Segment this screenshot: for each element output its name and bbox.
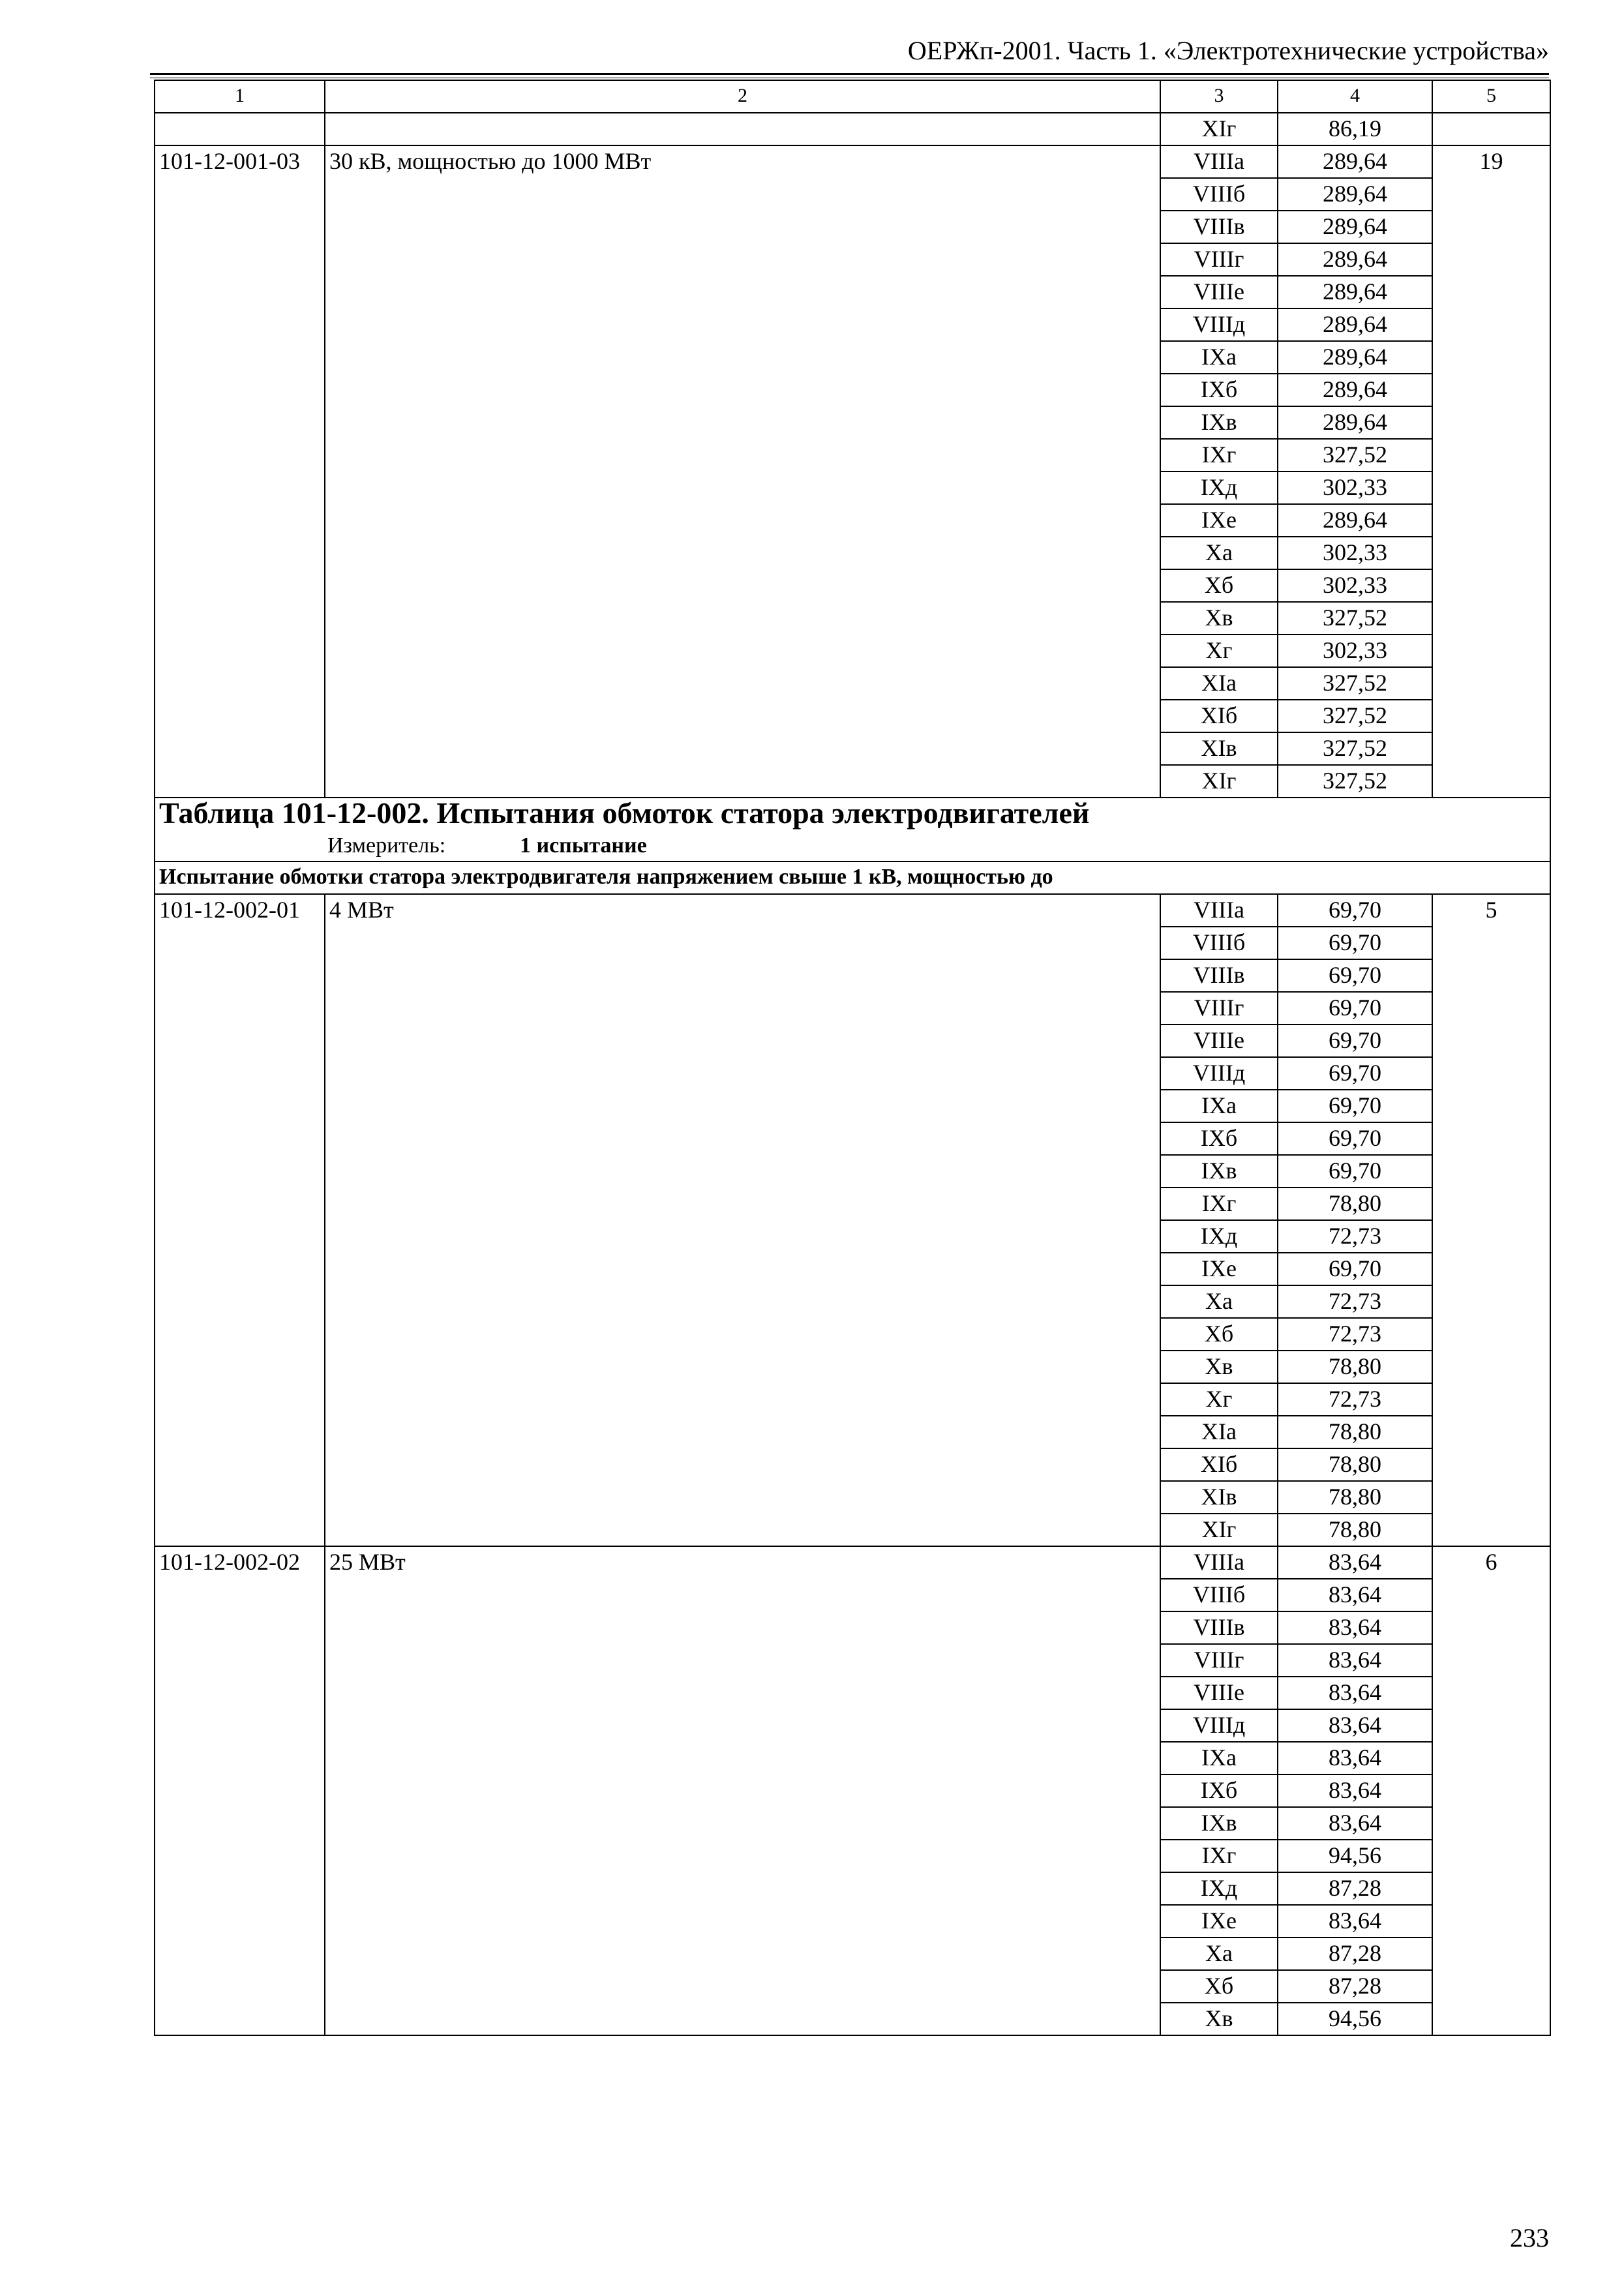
qty-cell: 6 [1432,1546,1550,2035]
region-cell: IXг [1160,1840,1278,1872]
price-cell: 327,52 [1278,667,1432,700]
price-cell: 78,80 [1278,1351,1432,1383]
region-cell: Xa [1160,537,1278,569]
region-cell: XIб [1160,700,1278,732]
price-cell: 289,64 [1278,406,1432,439]
price-cell: 94,56 [1278,2003,1432,2035]
price-cell: 83,64 [1278,1905,1432,1937]
region-cell: Xб [1160,1318,1278,1351]
price-cell: 302,33 [1278,537,1432,569]
price-cell: 83,64 [1278,1677,1432,1709]
region-cell: Xв [1160,1351,1278,1383]
region-cell: IXб [1160,1774,1278,1807]
price-cell: 327,52 [1278,439,1432,471]
region-cell: VIIIв [1160,211,1278,243]
column-number: 3 [1160,80,1278,113]
price-cell: 94,56 [1278,1840,1432,1872]
price-cell: 83,64 [1278,1709,1432,1742]
price-cell: 83,64 [1278,1579,1432,1611]
price-cell: 86,19 [1278,113,1432,145]
description-cell: 30 кВ, мощностью до 1000 МВт [325,145,1160,798]
region-cell: XIa [1160,1416,1278,1448]
price-cell: 78,80 [1278,1481,1432,1514]
region-cell: VIIIб [1160,178,1278,211]
price-cell: 327,52 [1278,765,1432,798]
region-cell: IXв [1160,1807,1278,1840]
code-cell: 101-12-001-03 [155,145,325,798]
price-cell: 302,33 [1278,569,1432,602]
column-number: 4 [1278,80,1432,113]
region-cell: VIIIe [1160,276,1278,308]
description-cell: 4 МВт [325,894,1160,1546]
measure-line [159,831,1546,861]
measure-label: Измеритель: [327,833,446,858]
code-cell [155,113,325,145]
table-row [155,1546,1550,1579]
table-section-title: Таблица 101-12-002. Испытания обмоток статора электродвигателей [159,798,1090,830]
region-cell: Xв [1160,2003,1278,2035]
region-cell: XIг [1160,1514,1278,1546]
price-cell: 69,70 [1278,959,1432,992]
price-cell: 289,64 [1278,341,1432,374]
qty-cell: 5 [1432,894,1550,1546]
region-cell: IXe [1160,1905,1278,1937]
page-header-title: ОЕРЖп-2001. Часть 1. «Электротехнические устройства» [907,36,1549,65]
column-number-row [155,80,1550,113]
region-cell: Xв [1160,602,1278,635]
measure-value: 1 испытание [520,833,647,858]
price-cell: 327,52 [1278,732,1432,765]
page-number: 233 [1510,2223,1549,2252]
header-rule [150,73,1549,75]
table-section-header [155,798,1550,861]
region-cell: VIIIг [1160,1644,1278,1677]
region-cell: Xб [1160,569,1278,602]
price-cell: 83,64 [1278,1807,1432,1840]
price-cell: 87,28 [1278,1872,1432,1905]
price-cell: 72,73 [1278,1383,1432,1416]
price-cell: 69,70 [1278,894,1432,927]
price-cell: 78,80 [1278,1416,1432,1448]
price-cell: 289,64 [1278,308,1432,341]
qty-cell: 19 [1432,145,1550,798]
region-cell: Xa [1160,1937,1278,1970]
price-cell: 302,33 [1278,471,1432,504]
price-cell: 72,73 [1278,1220,1432,1253]
region-cell: Xг [1160,635,1278,667]
price-cell: 83,64 [1278,1774,1432,1807]
description-cell [325,113,1160,145]
carry-over-row [155,113,1550,145]
price-cell: 69,70 [1278,1122,1432,1155]
region-cell: Xг [1160,1383,1278,1416]
price-cell: 69,70 [1278,1057,1432,1090]
code-cell: 101-12-002-01 [155,894,325,1546]
price-cell: 83,64 [1278,1644,1432,1677]
table-row [155,894,1550,927]
region-cell: XIб [1160,1448,1278,1481]
region-cell: VIIIв [1160,959,1278,992]
region-cell: IXд [1160,471,1278,504]
table-row [155,145,1550,178]
region-cell: IXв [1160,406,1278,439]
region-cell: XIв [1160,732,1278,765]
region-cell: VIIIa [1160,894,1278,927]
price-cell: 69,70 [1278,927,1432,959]
region-cell: VIIIг [1160,992,1278,1025]
column-number: 1 [155,80,325,113]
region-cell: XIв [1160,1481,1278,1514]
rates-table [154,80,1551,2036]
column-number: 2 [325,80,1160,113]
price-cell: 69,70 [1278,1253,1432,1285]
region-cell: IXг [1160,439,1278,471]
region-cell: XIa [1160,667,1278,700]
column-number: 5 [1432,80,1550,113]
region-cell: IXд [1160,1220,1278,1253]
price-cell: 78,80 [1278,1514,1432,1546]
region-cell: IXa [1160,341,1278,374]
region-cell: XIг [1160,113,1278,145]
price-cell: 289,64 [1278,276,1432,308]
region-cell: XIг [1160,765,1278,798]
region-cell: IXг [1160,1188,1278,1220]
region-cell: IXв [1160,1155,1278,1188]
qty-cell [1432,113,1550,145]
description-cell: 25 МВт [325,1546,1160,2035]
region-cell: IXб [1160,374,1278,406]
region-cell: VIIIд [1160,1709,1278,1742]
price-cell: 83,64 [1278,1742,1432,1774]
price-cell: 78,80 [1278,1188,1432,1220]
region-cell: IXa [1160,1742,1278,1774]
table-subheading-row [155,861,1550,894]
price-cell: 78,80 [1278,1448,1432,1481]
region-cell: IXe [1160,1253,1278,1285]
region-cell: IXб [1160,1122,1278,1155]
price-cell: 289,64 [1278,374,1432,406]
price-cell: 87,28 [1278,1970,1432,2003]
region-cell: Xa [1160,1285,1278,1318]
region-cell: IXд [1160,1872,1278,1905]
price-cell: 83,64 [1278,1546,1432,1579]
price-cell: 87,28 [1278,1937,1432,1970]
price-cell: 69,70 [1278,1155,1432,1188]
region-cell: IXa [1160,1090,1278,1122]
region-cell: VIIIa [1160,1546,1278,1579]
code-cell: 101-12-002-02 [155,1546,325,2035]
region-cell: VIIIe [1160,1677,1278,1709]
region-cell: VIIIб [1160,927,1278,959]
price-cell: 83,64 [1278,1611,1432,1644]
price-cell: 289,64 [1278,211,1432,243]
price-cell: 69,70 [1278,992,1432,1025]
price-cell: 69,70 [1278,1090,1432,1122]
price-cell: 327,52 [1278,700,1432,732]
region-cell: IXe [1160,504,1278,537]
price-cell: 289,64 [1278,243,1432,276]
price-cell: 69,70 [1278,1025,1432,1057]
price-cell: 289,64 [1278,504,1432,537]
table-section-cell [155,798,1550,861]
price-cell: 72,73 [1278,1318,1432,1351]
price-cell: 72,73 [1278,1285,1432,1318]
region-cell: VIIIe [1160,1025,1278,1057]
price-cell: 302,33 [1278,635,1432,667]
price-cell: 289,64 [1278,178,1432,211]
region-cell: VIIIв [1160,1611,1278,1644]
region-cell: VIIIг [1160,243,1278,276]
region-cell: VIIIд [1160,308,1278,341]
price-cell: 289,64 [1278,145,1432,178]
price-cell: 327,52 [1278,602,1432,635]
region-cell: VIIIб [1160,1579,1278,1611]
region-cell: VIIIд [1160,1057,1278,1090]
table-subheading: Испытание обмотки статора электродвигателя напряжением свыше 1 кВ, мощностью до [155,861,1550,894]
region-cell: VIIIa [1160,145,1278,178]
region-cell: Xб [1160,1970,1278,2003]
